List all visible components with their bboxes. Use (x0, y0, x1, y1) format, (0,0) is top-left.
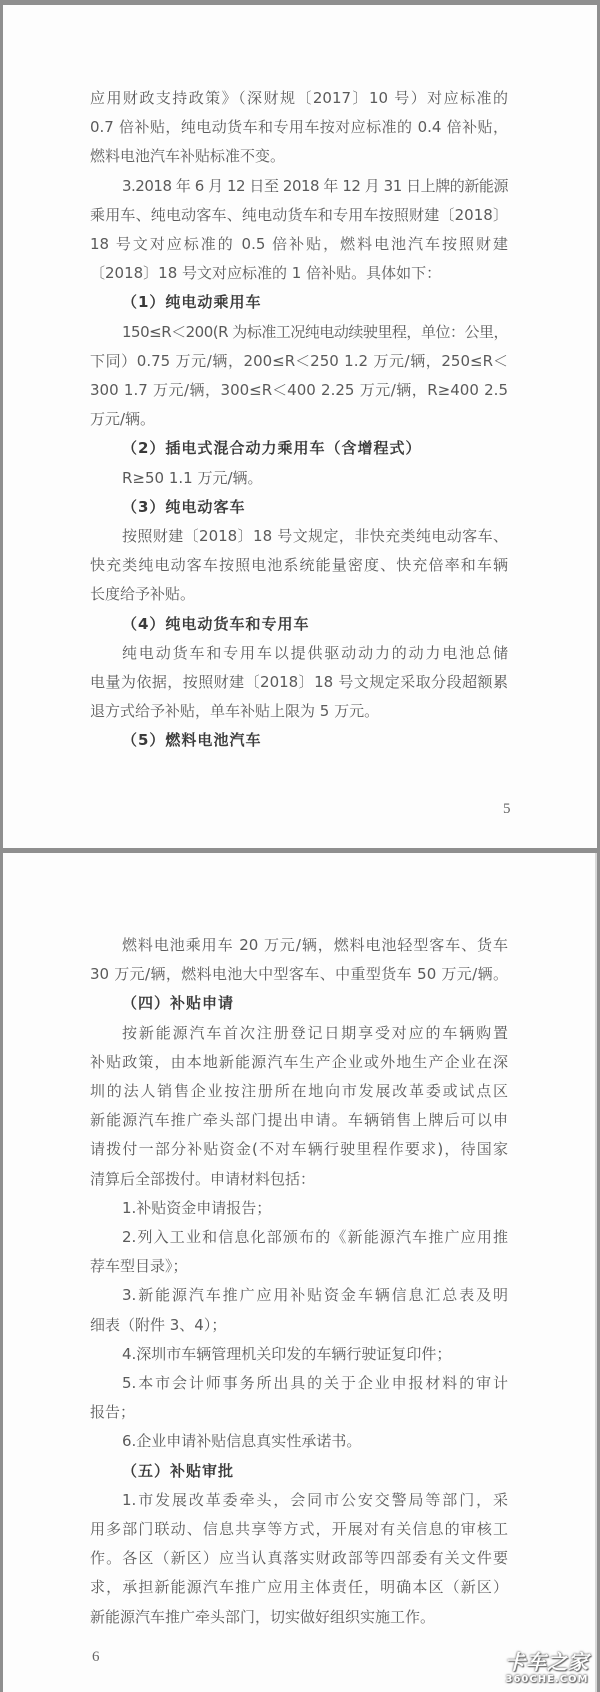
text-line: 3.2018 年 6 月 12 日至 2018 年 12 月 31 日上牌的新能源 (122, 176, 508, 195)
text-line: 电量为依据，按照财建〔2018〕18 号文规定采取分段超额累 (90, 673, 508, 691)
watermark-logo (505, 1650, 589, 1686)
text-line: 按新能源汽车首次注册登记日期享受对应的车辆购置 (122, 1023, 508, 1042)
text-line: 300 1.7 万元/辆，300≤R＜400 2.25 万元/辆，R≥400 2.5 (90, 381, 508, 399)
text-line: 清算后全部拨付。申请材料包括： (90, 1169, 316, 1188)
section-heading: （4）纯电动货车和专用车 (122, 614, 310, 633)
text-line: 万元/辆。 (90, 410, 156, 429)
section-heading: （五）补贴审批 (122, 1461, 235, 1480)
text-line: 3.新能源汽车推广应用补贴资金车辆信息汇总表及明 (122, 1286, 508, 1305)
text-line: 用多部门联动、信息共享等方式，开展对有关信息的审核工 (90, 1520, 508, 1538)
document-page-6 (3, 853, 597, 1692)
section-heading: （2）插电式混合动力乘用车（含增程式） (122, 439, 422, 458)
text-line: 快充类纯电动客车按照电池系统能量密度、快充倍率和车辆 (90, 556, 508, 575)
text-line: 5.本市会计师事务所出具的关于企业申报材料的审计 (122, 1374, 508, 1392)
text-line: 30 万元/辆，燃料电池大中型客车、中重型货车 50 万元/辆。 (90, 965, 508, 984)
text-line: 作。各区（新区）应当认真落实财政部等四部委有关文件要 (90, 1549, 508, 1568)
text-line: 4.深圳市车辆管理机关印发的车辆行驶证复印件； (122, 1344, 452, 1363)
text-line: 新能源汽车推广牵头部门提出申请。车辆销售上牌后可以申 (90, 1111, 508, 1130)
text-line: 燃料电池乘用车 20 万元/辆，燃料电池轻型客车、货车 (122, 936, 508, 954)
text-line: 下同）0.75 万元/辆，200≤R＜250 1.2 万元/辆，250≤R＜ (90, 351, 508, 370)
text-line: 报告； (90, 1403, 136, 1422)
watermark-url: 360CHE.COM (505, 1674, 589, 1685)
text-line: 请拨付一部分补贴资金(不对车辆行驶里程作要求)，待国家 (90, 1140, 508, 1159)
text-line: 1.补贴资金申请报告； (122, 1198, 272, 1217)
text-line: 18 号文对应标准的 0.5 倍补贴，燃料电池汽车按照财建 (90, 235, 508, 253)
document-page-5 (3, 5, 597, 848)
section-heading: （3）纯电动客车 (122, 497, 246, 516)
section-heading: （5）燃料电池汽车 (122, 731, 262, 750)
text-line: 细表（附件 3、4）； (90, 1315, 227, 1334)
text-line: 求，承担新能源汽车推广应用主体责任，明确本区（新区） (90, 1578, 508, 1597)
section-heading: （1）纯电动乘用车 (122, 293, 262, 312)
section-heading: （四）补贴申请 (122, 994, 235, 1013)
text-line: 150≤R＜200(R 为标准工况纯电动续驶里程，单位：公里， (122, 322, 508, 341)
text-line: 〔2018〕18 号文对应标准的 1 倍补贴。具体如下： (90, 264, 442, 283)
text-line: 2.列入工业和信息化部颁布的《新能源汽车推广应用推 (122, 1228, 508, 1246)
text-line: 应用财政支持政策》（深财规〔2017〕10 号）对应标准的 (90, 89, 508, 107)
text-line: 纯电动货车和专用车以提供驱动动力的动力电池总储 (122, 643, 508, 662)
text-line: 燃料电池汽车补贴标准不变。 (90, 147, 286, 166)
text-line: 圳的法人销售企业按注册所在地向市发展改革委或试点区 (90, 1082, 508, 1100)
text-line: 乘用车、纯电动客车、纯电动货车和专用车按照财建〔2018〕 (90, 205, 508, 224)
text-line: 补贴政策，由本地新能源汽车生产企业或外地生产企业在深 (90, 1052, 508, 1071)
text-line: 长度给予补贴。 (90, 585, 196, 604)
text-line: 退方式给予补贴，单车补贴上限为 5 万元。 (90, 702, 380, 721)
text-line: 0.7 倍补贴，纯电动货车和专用车按对应标准的 0.4 倍补贴， (90, 118, 508, 137)
page-number: 6 (92, 1649, 100, 1665)
page-number: 5 (503, 801, 511, 817)
watermark-name: 卡车之家 (505, 1650, 589, 1674)
text-line: 按照财建〔2018〕18 号文规定，非快充类纯电动客车、 (122, 527, 508, 545)
text-line: 1.市发展改革委牵头，会同市公安交警局等部门，采 (122, 1490, 508, 1509)
text-line: 新能源汽车推广牵头部门，切实做好组织实施工作。 (90, 1607, 436, 1626)
text-line: 6.企业申请补贴信息真实性承诺书。 (122, 1432, 362, 1451)
text-line: R≥50 1.1 万元/辆。 (122, 468, 263, 487)
text-line: 荐车型目录》； (90, 1257, 188, 1276)
